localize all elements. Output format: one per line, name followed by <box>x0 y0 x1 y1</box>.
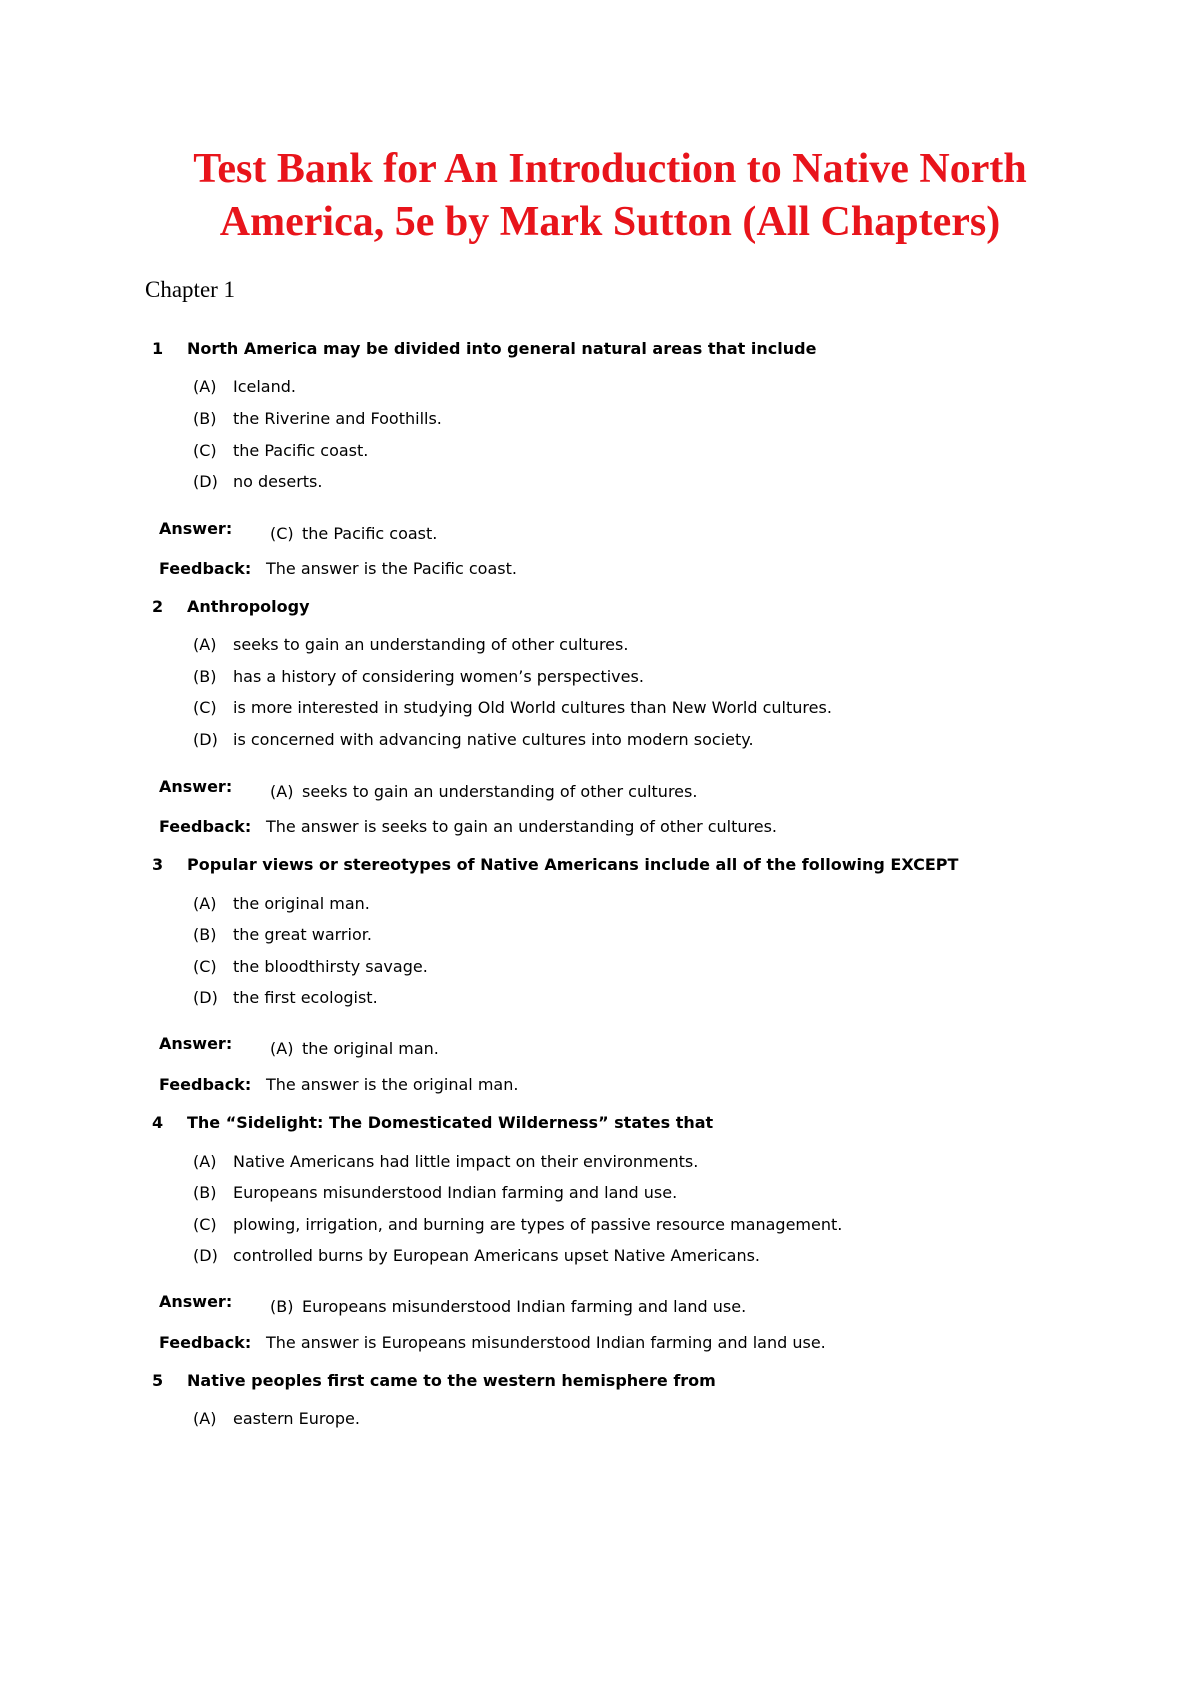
option-letter: (D) <box>193 988 218 1007</box>
question-number: 1 <box>152 339 164 358</box>
option-text: the Pacific coast. <box>233 441 369 460</box>
option-letter: (C) <box>193 441 217 460</box>
option-text: has a history of considering women’s perspectives. <box>233 667 644 686</box>
option-letter: (D) <box>193 1246 218 1265</box>
question-text: Anthropology <box>187 597 310 616</box>
answer-text: seeks to gain an understanding of other cultures. <box>302 782 698 801</box>
option-text: controlled burns by European Americans upset Native Americans. <box>233 1246 761 1265</box>
feedback-text: The answer is Europeans misunderstood Indian farming and land use. <box>266 1333 826 1352</box>
question-number: 2 <box>152 597 164 616</box>
option-letter: (B) <box>193 925 217 944</box>
option-text: plowing, irrigation, and burning are types of passive resource management. <box>233 1215 843 1234</box>
question-text: Popular views or stereotypes of Native Americans include all of the following EXCEPT <box>187 855 959 874</box>
option-letter: (A) <box>193 894 217 913</box>
answer-text: the Pacific coast. <box>302 524 438 543</box>
feedback-label: Feedback: <box>159 1333 252 1352</box>
option-text: Iceland. <box>233 377 296 396</box>
option-text: seeks to gain an understanding of other cultures. <box>233 635 629 654</box>
answer-text: Europeans misunderstood Indian farming and land use. <box>302 1297 747 1316</box>
option-text: the first ecologist. <box>233 988 378 1007</box>
option-letter: (B) <box>193 667 217 686</box>
feedback-label: Feedback: <box>159 1075 252 1094</box>
answer-label: Answer: <box>159 777 233 796</box>
question-number: 4 <box>152 1113 164 1132</box>
option-text: eastern Europe. <box>233 1409 360 1428</box>
answer-letter: (B) <box>270 1297 294 1316</box>
answer-letter: (A) <box>270 782 294 801</box>
option-text: no deserts. <box>233 472 323 491</box>
option-letter: (A) <box>193 635 217 654</box>
option-letter: (B) <box>193 409 217 428</box>
document-title: Test Bank for An Introduction to Native North America, 5e by Mark Sutton (All Chapters) <box>193 146 1027 245</box>
answer-text: the original man. <box>302 1039 439 1058</box>
question-text: Native peoples first came to the western hemisphere from <box>187 1371 716 1390</box>
question-text: The “Sidelight: The Domesticated Wilderness” states that <box>187 1113 714 1132</box>
option-letter: (A) <box>193 377 217 396</box>
option-text: the bloodthirsty savage. <box>233 957 428 976</box>
option-text: Native Americans had little impact on their environments. <box>233 1152 699 1171</box>
answer-label: Answer: <box>159 1034 233 1053</box>
option-text: Europeans misunderstood Indian farming and land use. <box>233 1183 678 1202</box>
option-text: is concerned with advancing native cultures into modern society. <box>233 730 754 749</box>
option-text: the great warrior. <box>233 925 372 944</box>
chapter-heading: Chapter 1 <box>145 277 236 302</box>
question-number: 3 <box>152 855 164 874</box>
option-letter: (C) <box>193 957 217 976</box>
question-text: North America may be divided into general natural areas that include <box>187 339 817 358</box>
feedback-text: The answer is the Pacific coast. <box>266 559 517 578</box>
option-text: the Riverine and Foothills. <box>233 409 442 428</box>
answer-label: Answer: <box>159 519 233 538</box>
feedback-text: The answer is the original man. <box>266 1075 519 1094</box>
option-letter: (C) <box>193 1215 217 1234</box>
feedback-label: Feedback: <box>159 559 252 578</box>
option-text: the original man. <box>233 894 370 913</box>
feedback-label: Feedback: <box>159 817 252 836</box>
feedback-text: The answer is seeks to gain an understanding of other cultures. <box>266 817 778 836</box>
option-letter: (A) <box>193 1152 217 1171</box>
option-letter: (C) <box>193 698 217 717</box>
answer-letter: (A) <box>270 1039 294 1058</box>
answer-label: Answer: <box>159 1292 233 1311</box>
option-text: is more interested in studying Old World cultures than New World cultures. <box>233 698 832 717</box>
option-letter: (B) <box>193 1183 217 1202</box>
option-letter: (A) <box>193 1409 217 1428</box>
option-letter: (D) <box>193 730 218 749</box>
option-letter: (D) <box>193 472 218 491</box>
answer-letter: (C) <box>270 524 294 543</box>
question-number: 5 <box>152 1371 164 1390</box>
